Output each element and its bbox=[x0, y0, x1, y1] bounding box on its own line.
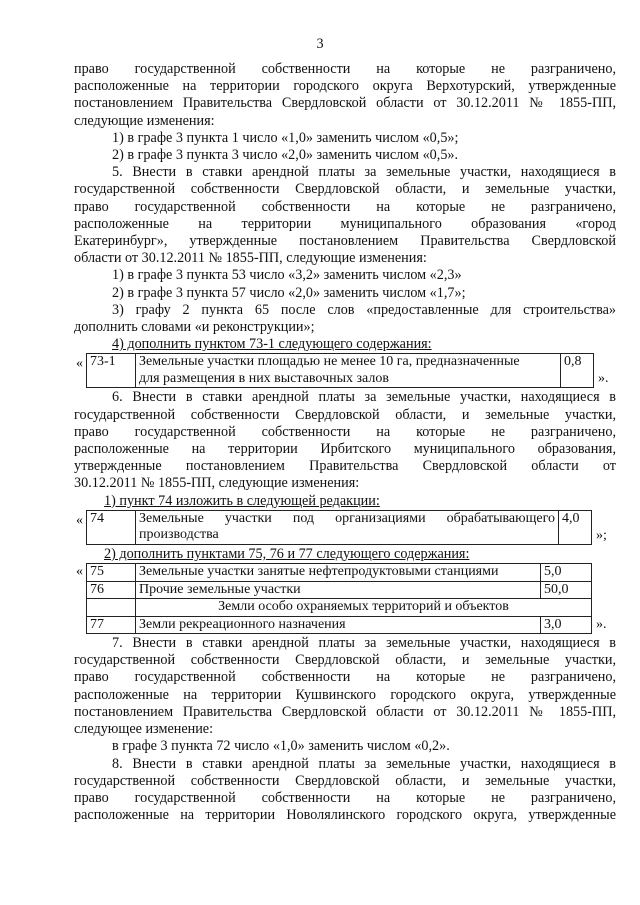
table-cell-value: 4,0 bbox=[559, 510, 592, 544]
close-quote: »; bbox=[596, 527, 607, 543]
list-item: в графе 3 пункта 72 число «1,0» заменить числом «0,2». bbox=[112, 738, 450, 755]
table-cell-text bbox=[136, 354, 561, 388]
table-cell-num: 73-1 bbox=[87, 354, 136, 388]
table-cell-text: Земли рекреационного назначения bbox=[136, 616, 541, 634]
list-item: 3) графу 2 пункта 65 после слов «предоставленные для строительства» bbox=[112, 301, 616, 318]
page-number: 3 bbox=[316, 36, 324, 52]
table-row bbox=[87, 510, 592, 544]
text-line: государственной собственности Свердловской области, и земельные участки, bbox=[74, 652, 616, 669]
open-quote: « bbox=[76, 356, 83, 372]
table-cell-text: Земельные участки занятые нефтепродуктовыми станциями bbox=[136, 564, 541, 582]
paragraph-7-start: 7. Внести в ставки арендной платы за земельные участки, находящиеся в bbox=[112, 635, 616, 652]
list-item: 4) дополнить пунктом 73-1 следующего содержания: bbox=[112, 336, 432, 353]
text-line: Екатеринбург», утвержденные постановлением Правительства Свердловской bbox=[74, 233, 616, 250]
paragraph-5-start: 5. Внести в ставки арендной платы за земельные участки, находящиеся в bbox=[112, 164, 616, 181]
table-cell-value: 5,0 bbox=[541, 564, 592, 582]
table-cell-value: 50,0 bbox=[541, 581, 592, 599]
text-line: расположенные на территории городского округа Верхотурский, утвержденные bbox=[74, 78, 616, 95]
text-line: расположенные на территории Новолялинского городского округа, утвержденные bbox=[74, 807, 616, 824]
text-line: постановлением Правительства Свердловской области от 30.12.2011 № 1855-ПП, bbox=[74, 95, 616, 112]
table-cell-text-line: Земельные участки под организациями обрабатывающего bbox=[139, 510, 555, 526]
table-row bbox=[87, 616, 592, 634]
text-line: государственной собственности Свердловской области, и земельные участки, bbox=[74, 406, 616, 423]
table-section-row bbox=[87, 599, 592, 617]
paragraph-6-start: 6. Внести в ставки арендной платы за земельные участки, находящиеся в bbox=[112, 389, 616, 406]
table-cell-text-line: Земельные участки площадью не менее 10 га, предназначенные bbox=[139, 354, 520, 370]
text-line: право государственной собственности на которые не разграничено, bbox=[74, 669, 616, 686]
amendment-table-1 bbox=[74, 353, 616, 389]
text-line: право государственной собственности на которые не разграничено, bbox=[74, 789, 616, 806]
text-line: государственной собственности Свердловской области, и земельные участки, bbox=[74, 181, 616, 198]
close-quote: ». bbox=[596, 617, 607, 633]
open-quote: « bbox=[76, 512, 83, 528]
table-row bbox=[87, 564, 592, 582]
table-cell-text bbox=[136, 510, 559, 544]
table-row bbox=[87, 581, 592, 599]
text-line: утвержденные постановлением Правительства Свердловской области от bbox=[74, 458, 616, 475]
text-line: области от 30.12.2011 № 1855-ПП, следующие изменения: bbox=[74, 250, 427, 267]
text-line: право государственной собственности на которые не разграничено, bbox=[74, 61, 616, 77]
text-line: право государственной собственности на которые не разграничено, bbox=[74, 423, 616, 440]
amendment-table-2 bbox=[74, 510, 616, 546]
rates-table bbox=[86, 510, 592, 545]
text-line: право государственной собственности на которые не разграничено, bbox=[74, 198, 616, 215]
text-line: дополнить словами «и реконструкции»; bbox=[74, 319, 315, 336]
text-line: государственной собственности Свердловской области, и земельные участки, bbox=[74, 772, 616, 789]
list-item: 2) в графе 3 пункта 3 число «2,0» заменить числом «0,5». bbox=[112, 147, 459, 164]
amendment-table-3 bbox=[74, 563, 616, 635]
table-cell-num: 75 bbox=[87, 564, 136, 582]
close-quote: ». bbox=[598, 371, 609, 387]
list-item: 1) в графе 3 пункта 1 число «1,0» заменить числом «0,5»; bbox=[112, 129, 459, 146]
list-item: 2) дополнить пунктами 75, 76 и 77 следующего содержания: bbox=[104, 545, 470, 562]
text-line: расположенные на территории Кушвинского городского округа, утвержденные bbox=[74, 686, 616, 703]
text-line: расположенные на территории муниципального образования «город bbox=[74, 215, 616, 232]
table-cell-value: 0,8 bbox=[561, 354, 594, 388]
text-line: следующие изменения: bbox=[74, 112, 215, 129]
text-line: 30.12.2011 № 1855-ПП, следующие изменения: bbox=[74, 475, 360, 492]
table-cell-text-line: для размещения в них выставочных залов bbox=[139, 370, 389, 386]
table-row bbox=[87, 354, 594, 388]
rates-table bbox=[86, 563, 592, 634]
table-cell-value: 3,0 bbox=[541, 616, 592, 634]
list-item: 1) в графе 3 пункта 53 число «3,2» заменить числом «2,3» bbox=[112, 267, 462, 284]
open-quote: « bbox=[76, 564, 83, 580]
list-item: 2) в графе 3 пункта 57 число «2,0» заменить числом «1,7»; bbox=[112, 284, 466, 301]
text-line: постановлением Правительства Свердловской области от 30.12.2011 № 1855-ПП, bbox=[74, 703, 616, 720]
table-cell-empty bbox=[87, 599, 136, 617]
rates-table bbox=[86, 353, 594, 388]
list-item: 1) пункт 74 изложить в следующей редакции: bbox=[104, 492, 380, 509]
table-cell-text-line: производства bbox=[139, 527, 219, 543]
text-line: следующее изменение: bbox=[74, 721, 214, 738]
table-cell-num: 74 bbox=[87, 510, 136, 544]
table-section-title: Земли особо охраняемых территорий и объектов bbox=[136, 599, 592, 617]
text-line: расположенные на территории Ирбитского муниципального образования, bbox=[74, 441, 616, 458]
table-cell-num: 77 bbox=[87, 616, 136, 634]
document-body bbox=[74, 61, 616, 824]
table-cell-text: Прочие земельные участки bbox=[136, 581, 541, 599]
paragraph-8-start: 8. Внести в ставки арендной платы за земельные участки, находящиеся в bbox=[112, 755, 616, 772]
table-cell-num: 76 bbox=[87, 581, 136, 599]
